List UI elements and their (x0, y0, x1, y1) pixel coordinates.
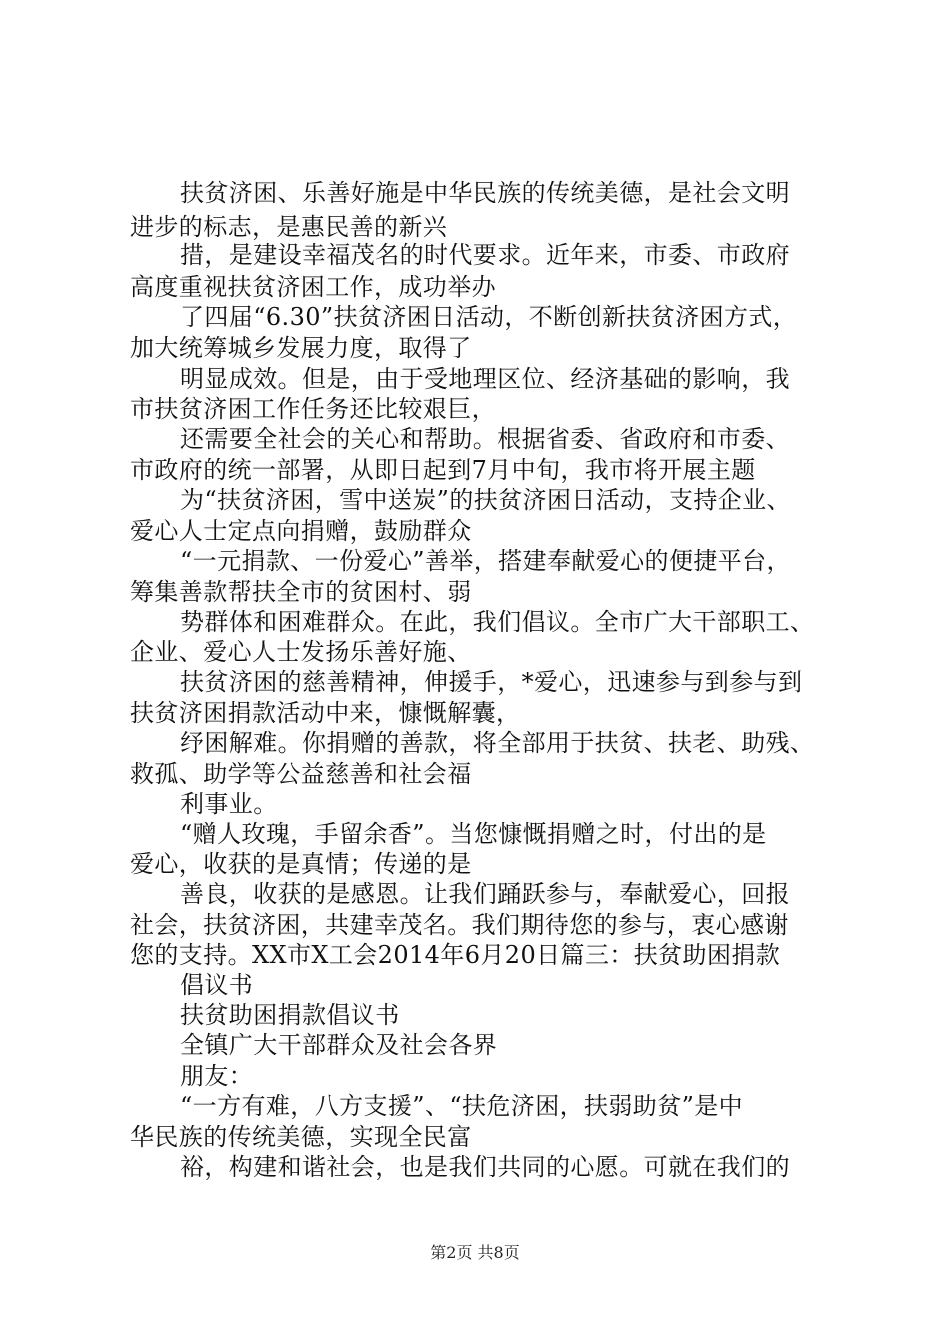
text-line: 了四届“6.30”扶贫济困日活动，不断创新扶贫济困方式， (180, 303, 798, 331)
text-line: 市扶贫济困工作任务还比较艰巨， (130, 395, 496, 423)
text-line: 明显成效。但是，由于受地理区位、经济基础的影响，我 (180, 365, 790, 393)
text-line: 还需要全社会的关心和帮助。根据省委、省政府和市委、 (180, 425, 790, 453)
text-line: 您的支持。XX市X工会2014年6月20日篇三：扶贫助困捐款 (130, 941, 781, 969)
text-line: 社会，扶贫济困，共建幸茂名。我们期待您的参与，衷心感谢 (130, 911, 789, 939)
text-line: 扶贫济困捐款活动中来，慷慨解囊， (130, 699, 521, 727)
text-line: 华民族的传统美德，实现全民富 (130, 1123, 472, 1151)
text-line: “一方有难，八方支援”、“扶危济困，扶弱助贫”是中 (180, 1092, 744, 1120)
text-line: 善良，收获的是感恩。让我们踊跃参与，奉献爱心，回报 (180, 880, 790, 908)
text-line: 倡议书 (180, 971, 254, 999)
text-line: 进步的标志，是惠民善的新兴 (130, 213, 448, 241)
text-line: 加大统筹城乡发展力度，取得了 (130, 334, 472, 362)
text-line: 企业、爱心人士发扬乐善好施、 (130, 638, 472, 666)
text-line: “赠人玫瑰，手留余香”。当您慷慨捐赠之时，付出的是 (180, 820, 767, 848)
text-line: 高度重视扶贫济困工作，成功举办 (130, 273, 496, 301)
text-line: 扶贫济困、乐善好施是中华民族的传统美德，是社会文明 (180, 179, 790, 207)
text-line: 纾困解难。你捐赠的善款，将全部用于扶贫、扶老、助残、 (180, 729, 815, 757)
text-line: 扶贫济困的慈善精神，伸援手，*爱心，迅速参与到参与到 (180, 668, 803, 696)
section-heading: 扶贫助困捐款倡议书 (180, 1001, 400, 1029)
text-line: 措，是建设幸福茂名的时代要求。近年来，市委、市政府 (180, 241, 790, 269)
text-line: 爱心，收获的是真情；传递的是 (130, 850, 472, 878)
text-line: 势群体和困难群众。在此，我们倡议。全市广大干部职工、 (180, 608, 815, 636)
salutation: 朋友： (180, 1062, 254, 1090)
salutation: 全镇广大干部群众及社会各界 (180, 1031, 498, 1059)
text-line: “一元捐款、一份爱心”善举，搭建奉献爱心的便捷平台， (180, 547, 791, 575)
text-line: 救孤、助学等公益慈善和社会福 (130, 760, 472, 788)
text-line: 爱心人士定点向捐赠，鼓励群众 (130, 517, 472, 545)
text-line: 利事业。 (180, 790, 278, 818)
page-number-footer: 第2页 共8页 (430, 1243, 520, 1262)
text-line: 为“扶贫济困，雪中送炭”的扶贫济困日活动，支持企业、 (180, 486, 791, 514)
text-line: 裕，构建和谐社会，也是我们共同的心愿。可就在我们的 (180, 1153, 790, 1181)
text-line: 筹集善款帮扶全市的贫困村、弱 (130, 578, 472, 606)
text-line: 市政府的统一部署，从即日起到7月中旬，我市将开展主题 (130, 456, 756, 484)
